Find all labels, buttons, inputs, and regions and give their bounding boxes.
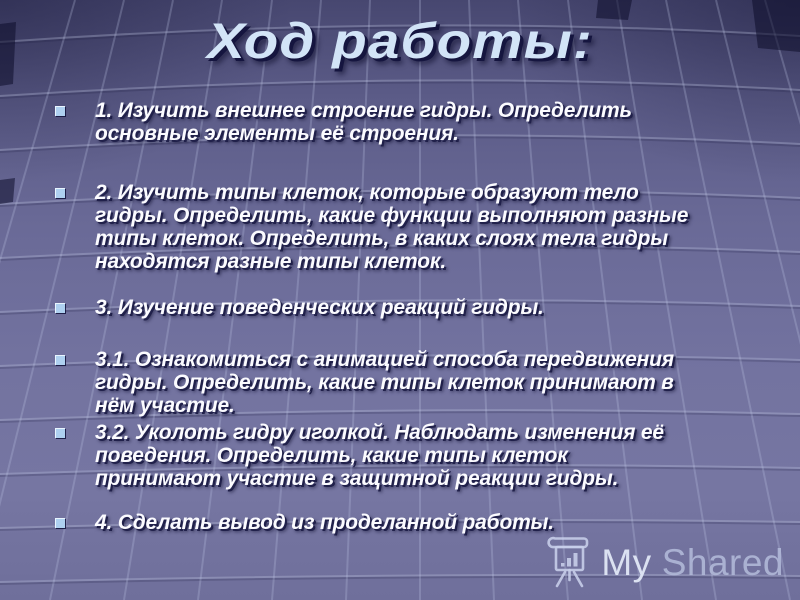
bullet-list [54, 99, 754, 534]
bullet-square-icon [55, 106, 65, 116]
bullet-square-icon [55, 428, 65, 438]
bullet-square-icon [55, 355, 65, 365]
slide-title: Ход работы: [207, 13, 593, 69]
watermark-text-shared: Shared [661, 541, 784, 583]
bullet-text: 4. Сделать вывод из проделанной работы. [95, 511, 554, 534]
bullet-text: 3. Изучение поведенческих реакций гидры. [95, 296, 544, 319]
list-item [54, 511, 754, 534]
bullet-text: 3.1. Ознакомиться с анимацией способа передвижения гидры. Определить, какие типы клеток принимают в нём участие. [95, 348, 674, 417]
list-item [54, 181, 754, 273]
bullet-square-icon [55, 518, 65, 528]
presentation-chart-icon [543, 536, 591, 588]
bullet-text: 3.2. Уколоть гидру иголкой. Наблюдать изменения её поведения. Определить, какие типы клеток принимают участие в защитной реакции гидры. [95, 421, 664, 490]
bullet-square-icon [55, 303, 65, 313]
list-item [54, 99, 754, 145]
watermark-text-my: My [601, 541, 652, 583]
bullet-text: 2. Изучить типы клеток, которые образуют тело гидры. Определить, какие функции выполняют разные типы клеток. Определить, в каких слоях тела гидры находятся разные типы клеток. [95, 181, 689, 273]
bullet-square-icon [55, 188, 65, 198]
list-item [54, 421, 754, 490]
list-item [54, 296, 754, 319]
bullet-text: 1. Изучить внешнее строение гидры. Определить основные элементы её строения. [95, 99, 632, 145]
list-item [54, 348, 754, 417]
myshared-watermark[interactable] [543, 536, 784, 588]
